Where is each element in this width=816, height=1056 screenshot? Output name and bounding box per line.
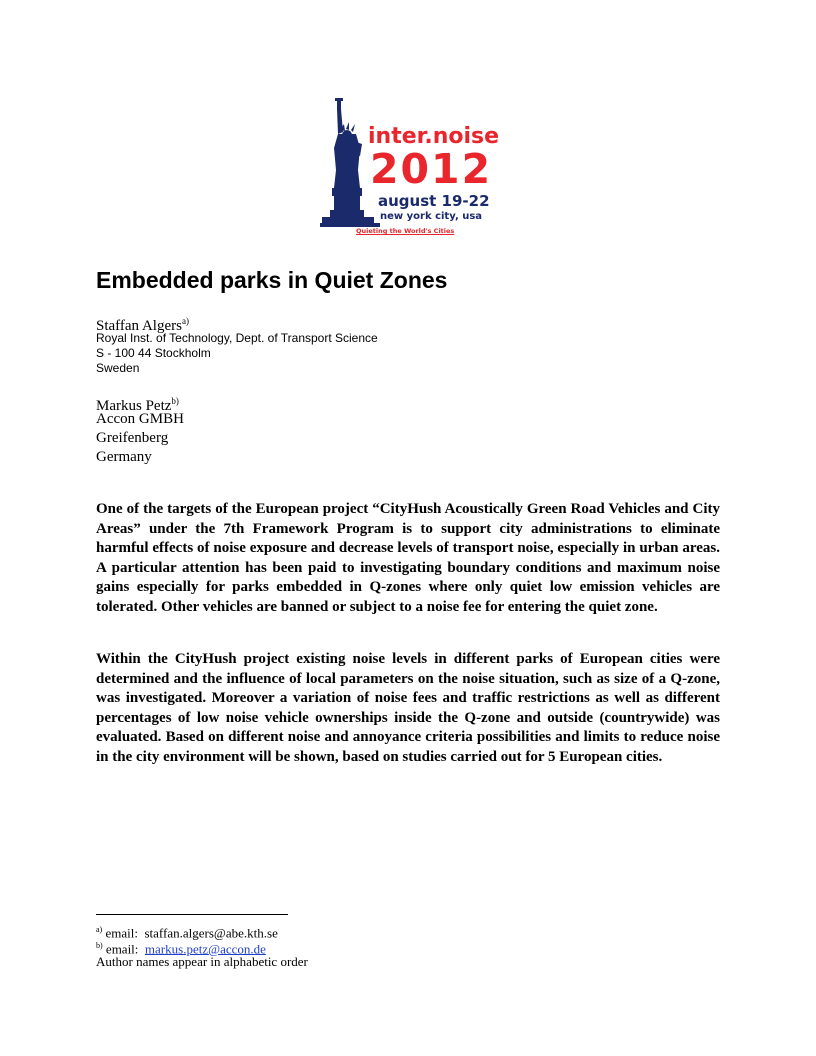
logo-year: 2012 [370, 145, 493, 193]
abstract-paragraph: Within the CityHush project existing noise levels in different parks of European cities were determined and the influence of local parameters on the noise situation, such as size of a Q-zone, was investigated. Moreover a variation of noise fees and traffic restrictions as well as different percentages of low noise vehicle ownerships inside the Q-zone and outside (countrywide) was evaluated. Based on different noise and annoyance criteria possibilities and limits to reduce noise in the city environment will be shown, based on studies carried out for 5 European cities. [96, 651, 720, 765]
affiliation-line: S - 100 44 Stockholm [96, 346, 211, 360]
author-mark: a) [181, 316, 189, 326]
conference-logo [320, 96, 500, 242]
logo-city: new york city, usa [380, 211, 483, 222]
footnote-label: email: [105, 925, 138, 941]
affiliation-line: Sweden [96, 361, 140, 375]
footnote-divider [96, 914, 288, 915]
affiliation-line: Germany [96, 449, 152, 465]
footnote-note: Author names appear in alphabetic order [96, 954, 308, 969]
logo-date: august 19-22 [378, 192, 490, 210]
affiliation-line: Royal Inst. of Technology, Dept. of Transport Science [96, 331, 378, 345]
footnote-email-link[interactable]: markus.petz@accon.de [144, 941, 266, 957]
author-name-text: Staffan Algers [96, 318, 182, 334]
affiliation-line: Accon GMBH [96, 411, 184, 427]
footnote-label: email: [105, 941, 139, 957]
logo-title: inter.noise [368, 124, 500, 149]
footnote-mark: a) [96, 925, 103, 934]
affiliation-line: Greifenberg [96, 430, 169, 446]
author-name-text: Markus Petz [96, 398, 172, 414]
logo-tagline: Quieting the World's Cities [356, 227, 455, 235]
paper-title: Embedded parks in Quiet Zones [96, 267, 448, 293]
author-mark: b) [171, 396, 179, 406]
abstract-paragraph: One of the targets of the European project “CityHush Acoustically Green Road Vehicles and City Areas” under the 7th Framework Program is to support city administrations to eliminate harmful effects of noise exposure and decrease levels of transport noise, especially in urban areas. A particular attention has been paid to investigating boundary conditions and maximum noise gains especially for parks embedded in Q-zones where only quiet low emission vehicles are tolerated. Other vehicles are banned or subject to a noise fee for entering the quiet zone. [96, 501, 720, 615]
footnote-email: staffan.algers@abe.kth.se [144, 925, 278, 941]
footnote-mark: b) [96, 941, 103, 950]
